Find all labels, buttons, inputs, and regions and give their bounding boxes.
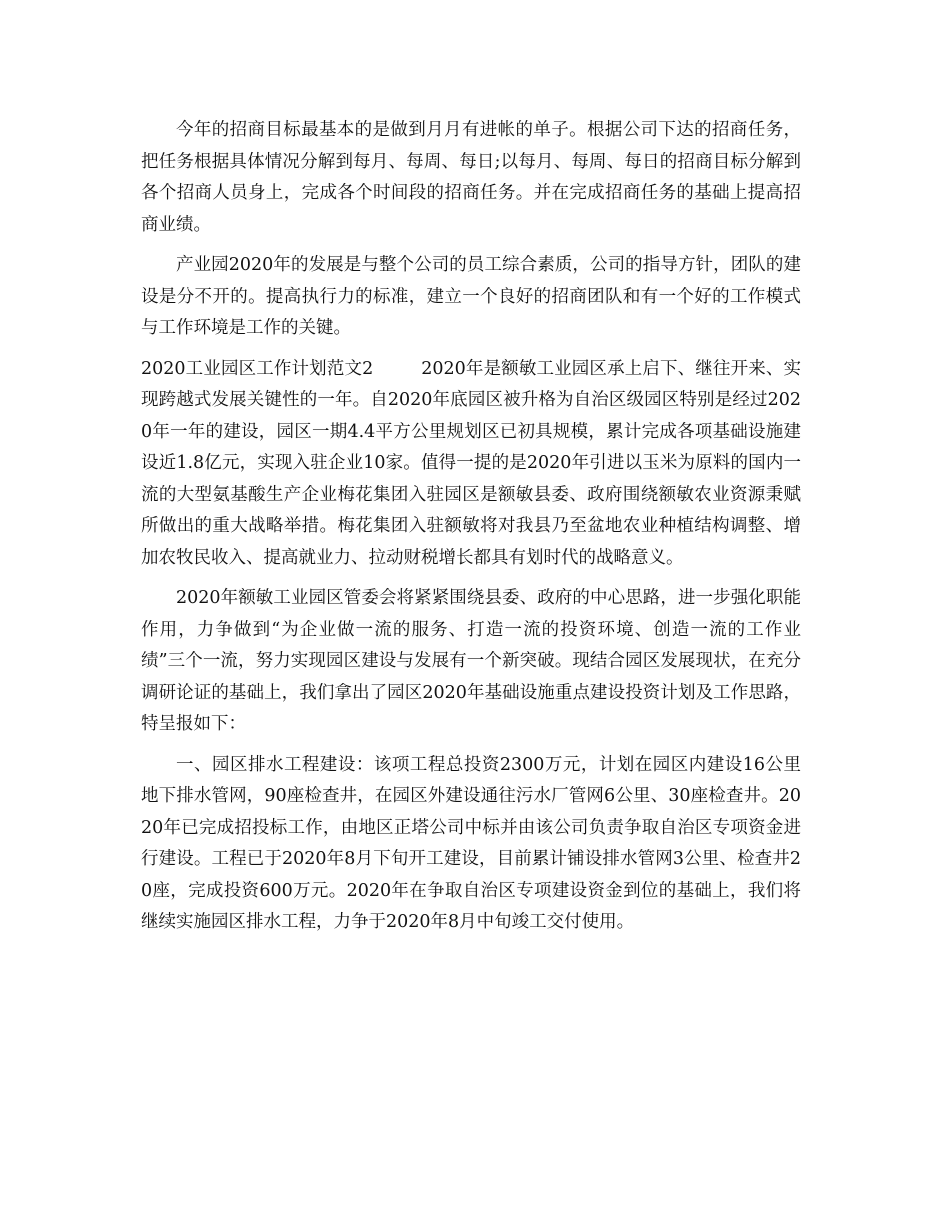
paragraph-4: 2020年额敏工业园区管委会将紧紧围绕县委、政府的中心思路，进一步强化职能作用，力争做到“为企业做一流的服务、打造一流的投资环境、创造一流的工作业绩”三个一流，努力实现园区建设与发展有一个新突破。现结合园区发展现状，在充分调研论证的基础上，我们拿出了园区2020年基础设施重点建设投资计划及工作思路，特呈报如下： xyxy=(141,588,801,734)
paragraph-3-text: 2020年是额敏工业园区承上启下、继往开来、实现跨越式发展关键性的一年。自2020年底园区被升格为自治区级园区特别是经过2020年一年的建设，园区一期4.4平方公里规划区已初具规模，累计完成各项基础设施建设近1.8亿元，实现入驻企业10家。值得一提的是2020年引进以玉米为原料的国内一流的大型氨基酸生产企业梅花集团入驻园区是额敏县委、政府围绕额敏农业资源秉赋所做出的重大战略举措。梅花集团入驻额敏将对我县乃至盆地农业种植结构调整、增加农牧民收入、提高就业力、拉动财税增长都具有划时代的战略意义。 xyxy=(141,358,801,568)
document-body xyxy=(141,115,801,948)
paragraph-2: 产业园2020年的发展是与整个公司的员工综合素质，公司的指导方针，团队的建设是分不开的。提高执行力的标准，建立一个良好的招商团队和有一个好的工作模式与工作环境是工作的关键。 xyxy=(141,255,801,338)
paragraph-3 xyxy=(141,354,801,575)
section-heading: 2020工业园区工作计划范文2 xyxy=(141,358,374,379)
paragraph-1: 今年的招商目标最基本的是做到月月有进帐的单子。根据公司下达的招商任务，把任务根据具体情况分解到每月、每周、每日;以每月、每周、每日的招商目标分解到各个招商人员身上，完成各个时间段的招商任务。并在完成招商任务的基础上提高招商业绩。 xyxy=(141,120,801,235)
paragraph-5: 一、园区排水工程建设：该项工程总投资2300万元，计划在园区内建设16公里地下排水管网，90座检查井，在园区外建设通往污水厂管网6公里、30座检查井。2020年已完成招投标工作，由地区正塔公司中标并由该公司负责争取自治区专项资金进行建设。工程已于2020年8月下旬开工建设，目前累计铺设排水管网3公里、检查井20座，完成投资600万元。2020年在争取自治区专项建设资金到位的基础上，我们将继续实施园区排水工程，力争于2020年8月中旬竣工交付使用。 xyxy=(141,754,801,932)
